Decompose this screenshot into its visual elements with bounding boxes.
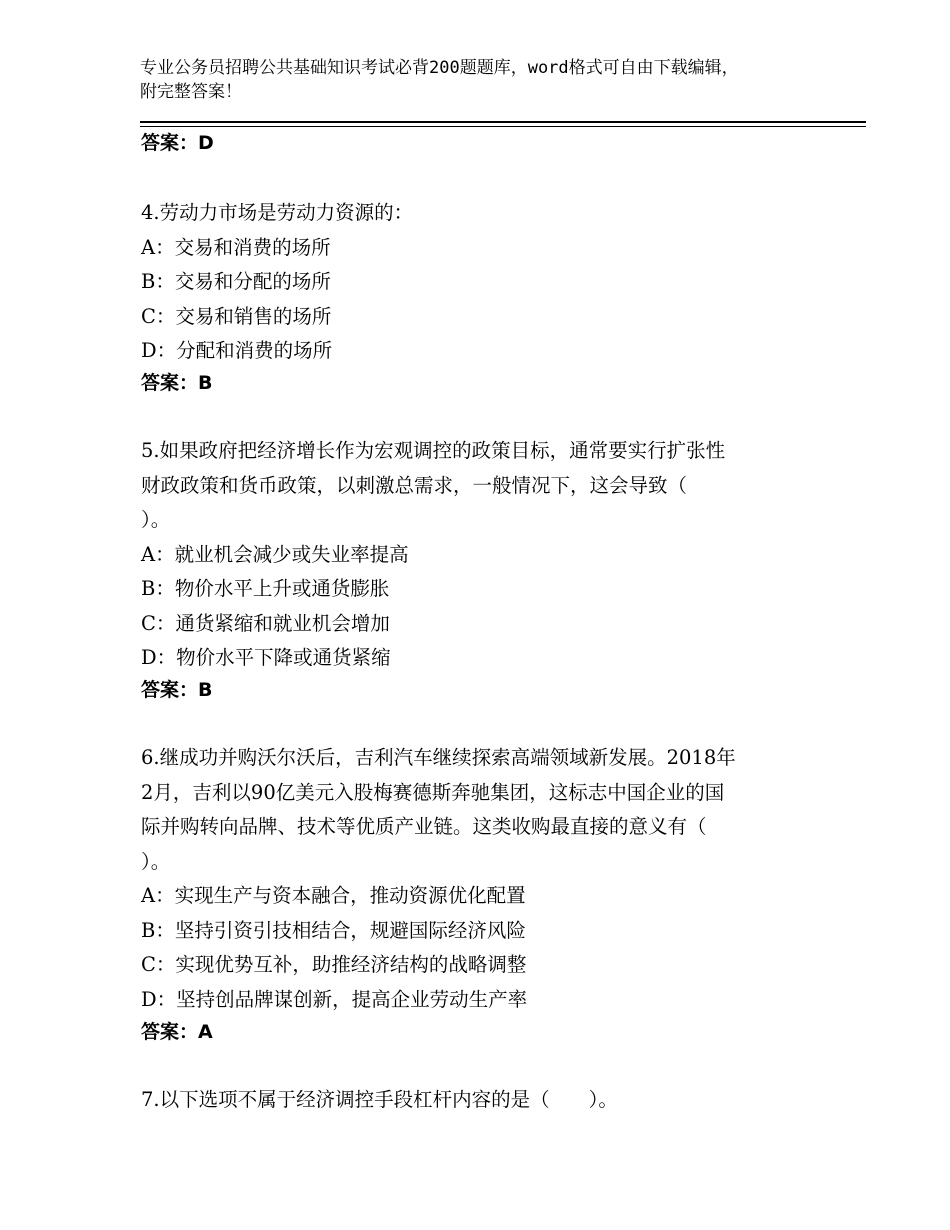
- option-d: D：分配和消费的场所: [141, 339, 333, 362]
- question-stem-line: 财政政策和货币政策，以刺激总需求，一般情况下，这会导致（: [141, 473, 688, 497]
- option-c: C：实现优势互补，助推经济结构的战略调整: [141, 953, 527, 976]
- option-d: D：物价水平下降或通货紧缩: [141, 646, 391, 669]
- question-stem-line: 2月，吉利以90亿美元入股梅赛德斯奔驰集团，这标志中国企业的国: [141, 780, 725, 804]
- question-stem-line: ）。: [141, 849, 171, 873]
- question-stem-line: 5.如果政府把经济增长作为宏观调控的政策目标，通常要实行扩张性: [141, 439, 726, 462]
- question-stem-line: ）。: [141, 508, 171, 531]
- question-4: [141, 196, 801, 369]
- option-b: B：物价水平上升或通货膨胀: [141, 577, 390, 600]
- option-b: B：交易和分配的场所: [141, 270, 331, 293]
- option-d: D：坚持创品牌谋创新，提高企业劳动生产率: [141, 987, 528, 1011]
- question-stem: 4.劳动力市场是劳动力资源的：: [141, 201, 414, 224]
- header-divider-thin: [140, 126, 866, 127]
- question-5: [141, 434, 801, 676]
- header-divider-thick: [140, 121, 866, 123]
- option-c: C：通货紧缩和就业机会增加: [141, 611, 390, 635]
- page-header: [140, 56, 820, 104]
- header-line-2: 附完整答案！: [140, 82, 242, 102]
- option-a: A：就业机会减少或失业率提高: [141, 542, 409, 566]
- question-stem-line: 际并购转向品牌、技术等优质产业链。这类收购最直接的意义有（: [141, 815, 707, 838]
- option-a: A：实现生产与资本融合，推动资源优化配置: [141, 884, 526, 907]
- question-7: [141, 1083, 801, 1118]
- answer-q3: 答案：D: [141, 132, 214, 154]
- header-line-1: 专业公务员招聘公共基础知识考试必背200题题库，word格式可自由下载编辑，: [140, 58, 739, 78]
- answer-q6: 答案：A: [141, 1021, 213, 1043]
- option-a: A：交易和消费的场所: [141, 235, 331, 259]
- option-b: B：坚持引资引技相结合，规避国际经济风险: [141, 918, 526, 942]
- question-6: [141, 741, 801, 1017]
- answer-q5: 答案：B: [141, 679, 213, 701]
- answer-q4: 答案：B: [141, 372, 213, 394]
- option-c: C：交易和销售的场所: [141, 304, 332, 328]
- question-stem: 7.以下选项不属于经济调控手段杠杆内容的是（ ）。: [141, 1088, 618, 1111]
- question-stem-line: 6.继成功并购沃尔沃后，吉利汽车继续探索高端领域新发展。2018年: [141, 746, 736, 769]
